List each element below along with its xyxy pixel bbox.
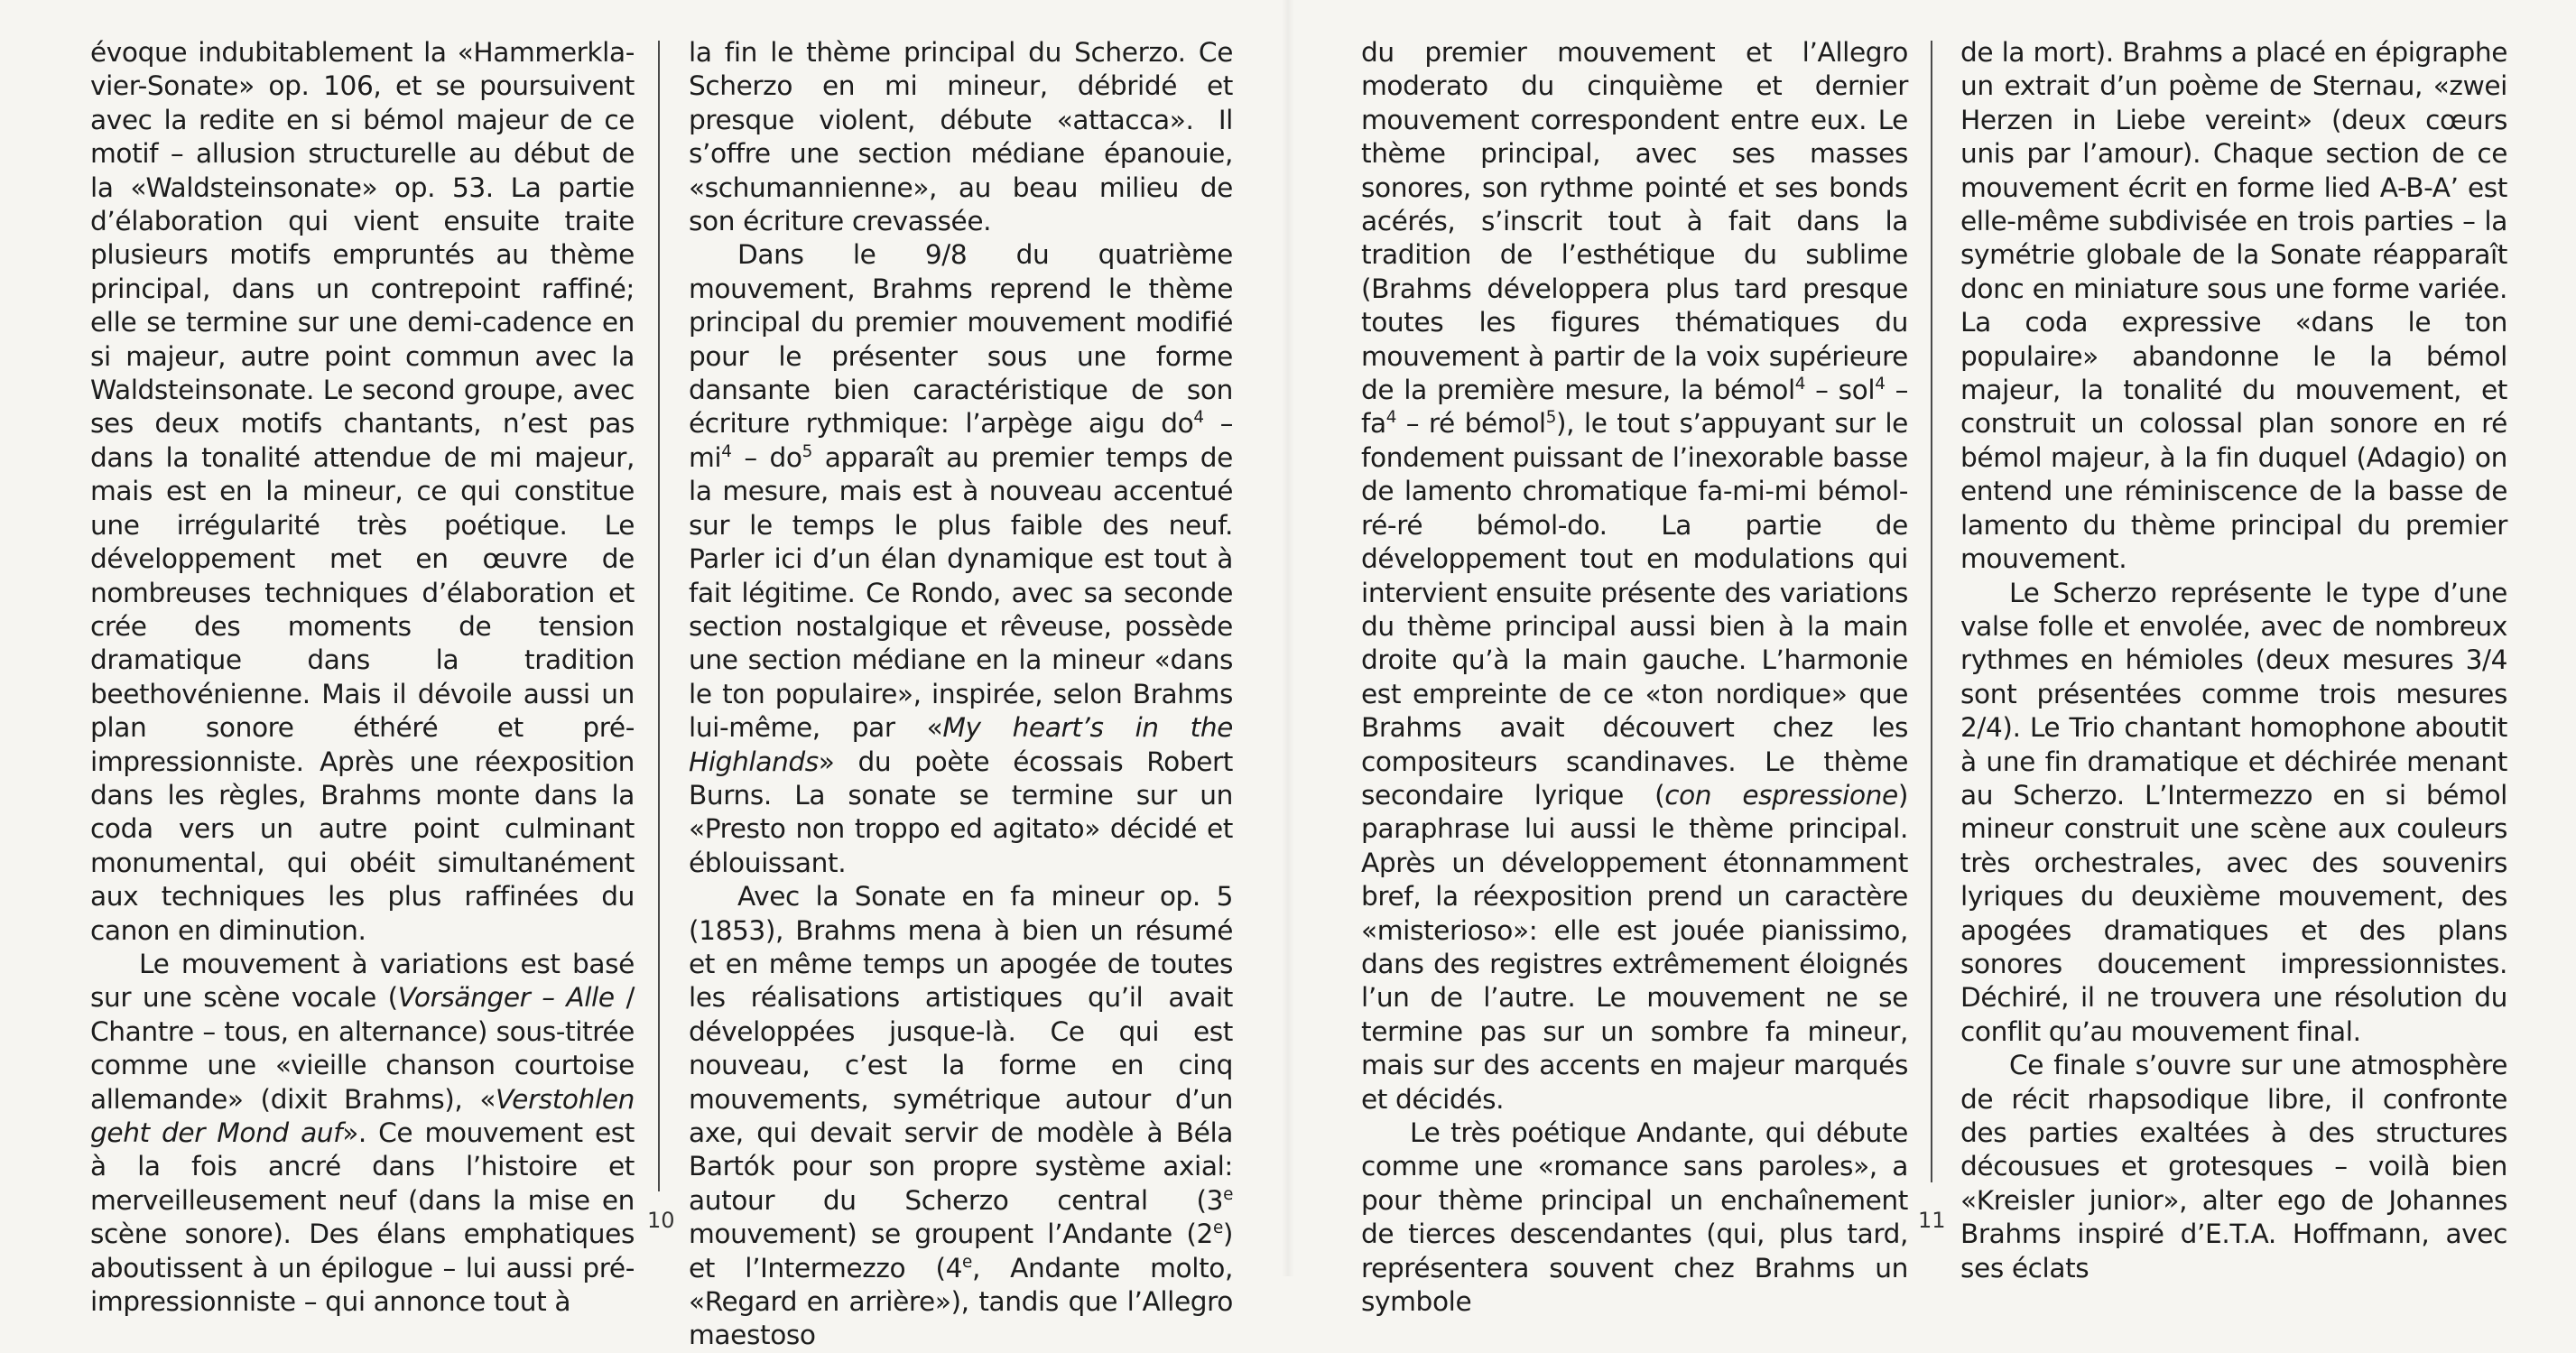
text-run: » du poète écossais Robert Burns. La sonate se termine sur un «Presto non troppo ed agitato» décidé et éblouissant. (689, 746, 1233, 878)
paragraph (689, 880, 1233, 1353)
text-run: ) et l’Intermezzo (4 (689, 1219, 1233, 1283)
text-run: Le mouvement à variations est basé sur une scène vocale ( (90, 948, 635, 1014)
superscript: e (962, 1252, 972, 1272)
superscript: 4 (1794, 375, 1806, 394)
paragraph (1361, 36, 1908, 1117)
italic-title: con espressione (1664, 779, 1898, 811)
text-run: / Chantre – tous, en alternance) sous-titrée comme une «vieille chanson courtoise allemande» (dixit Brahms), « (90, 982, 635, 1115)
text-run: ), le tout s’appuyant sur le fondement puissant de l’inexorable basse de lamento chromatique fa-mi-mi bémol-ré-ré bémol-do. La partie de développement tout en modulations qui intervient ensuite présente des variations du thème principal aussi bien à la main droite qu’à la main gauche. L’harmonie est empreinte de ce «ton nordique» que Brahms avait découvert chez les compositeurs scandinaves. Le thème secondaire lyrique ( (1361, 408, 1908, 811)
superscript: 4 (721, 442, 732, 462)
italic-title: My heart’s in the Highlands (689, 712, 1233, 777)
text-run: – do (731, 441, 802, 473)
text-run: – mi (689, 408, 1233, 473)
paragraph (1361, 1117, 1908, 1319)
text-run: de la mort). Brahms a placé en épigraphe un extrait d’un poème de Sternau, «zwei Herzen in Liebe vereint» (deux cœurs unis par l’amour). Chaque section de ce mouvement écrit en forme lied A-B-A’ est elle-même subdivisée en trois parties – la symétrie globale de la Sonate réapparaît donc en miniature sous une forme variée. La coda expressive «dans le ton populaire» abandonne le la bémol majeur, la tonalité du mouvement, et construit un colossal plan sonore en ré bémol majeur, à la fin duquel (Adagio) on entend une réminiscence de la basse de lamento du thème principal du premier mouvement. (1960, 37, 2507, 575)
superscript: 5 (1545, 408, 1556, 428)
text-run: , Andante molto, «Regard en arrière»), tandis que l’Allegro maestoso (689, 1252, 1233, 1351)
italic-title: Vorsänger – Alle (397, 982, 615, 1014)
text-run: Le Scherzo représente le type d’une valse folle et envolée, avec de nombreux rythmes en hémioles (deux mesures 3/4 sont présentées comme trois mesures 2/4). Le Trio chantant homophone aboutit à une fin dramatique et déchirée menant au Scherzo. L’Intermezzo en si bémol mineur construit une scène aux couleurs très orchestrales, avec des souvenirs lyriques du deuxième mouvement, des apogées dramatiques et des plans sonores doucement impressionnistes. Déchiré, il ne trouvera une résolution du conflit qu’au mouvement final. (1960, 577, 2507, 1047)
text-run: du premier mouvement et l’Allegro moderato du cinquième et dernier mouvement correspondent entre eux. Le thème principal, avec ses masses sonores, son rythme pointé et ses bonds acérés, s’inscrit tout à fait dans la tradition de l’esthétique du sublime (Brahms développera plus tard presque toutes les figures thématiques du mouvement à partir de la voix supérieure de la première mesure, la bémol (1361, 37, 1908, 406)
superscript: 5 (802, 442, 812, 462)
left-page-column-2 (689, 36, 1233, 1353)
paragraph (689, 238, 1233, 880)
paragraph (90, 36, 635, 948)
text-run: évoque indubitablement la «Hammerkla-vier-Sonate» op. 106, et se poursuivent avec la redite en si bémol majeur de ce motif – allusion structurelle au début de la «Waldsteinsonate» op. 53. La partie d’élaboration qui vient ensuite traite plusieurs motifs empruntés au thème principal, dans un contrepoint raffiné; elle se termine sur une demi-cadence en si majeur, autre point commun avec la Waldsteinsonate. Le second groupe, avec ses deux motifs chantants, n’est pas dans la tonalité attendue de mi majeur, mais est en la mineur, ce qui constitue une irrégularité très poétique. Le développement met en œuvre de nombreuses techniques d’élaboration et crée des moments de tension dramatique dans la tradition beethovénienne. Mais il dévoile aussi un plan sonore éthéré et pré-impressionniste. Après une réexposition dans les règles, Brahms monte dans la coda vers un autre point culminant monumental, qui obéit simultanément aux techniques les plus raffinées du canon en diminution. (90, 37, 635, 946)
paragraph (689, 36, 1233, 238)
text-run: – fa (1361, 375, 1908, 440)
superscript: 4 (1875, 375, 1886, 394)
superscript: 4 (1385, 408, 1397, 428)
text-run: ) paraphrase lui aussi le thème principal. Après un développement étonnamment bref, la réexposition prend un caractère «misterioso»: elle est jouée pianissimo, dans des registres extrêmement éloignés l’un de l’autre. Le mouvement ne se termine pas sur un sombre fa mineur, mais sur des accents en majeur marqués et décidés. (1361, 779, 1909, 1115)
page-number-left: 10 (647, 1208, 675, 1233)
italic-title: Verstohlen geht der Mond auf (90, 1083, 635, 1148)
text-run: Dans le 9/8 du quatrième mouvement, Brahms reprend le thème principal du premier mouvement modifié pour le présenter sous une forme dansante bien caractéristique de son écriture rythmique: l’arpège aigu do (689, 239, 1233, 440)
column-divider-right (1931, 41, 1932, 1182)
superscript: e (1212, 1219, 1223, 1238)
superscript: e (1223, 1184, 1233, 1204)
superscript: 4 (1193, 408, 1204, 428)
right-page-column-2 (1960, 36, 2507, 1285)
column-divider-left (658, 41, 660, 1191)
left-page-column-1 (90, 36, 635, 1319)
text-run: Ce finale s’ouvre sur une atmosphère de récit rhapsodique libre, il confronte des parties exaltées à des structures décousues et grotesques – voilà bien «Kreisler junior», alter ego de Johannes Brahms inspiré d’E.T.A. Hoffmann, avec ses éclats (1960, 1050, 2507, 1283)
right-page-column-1 (1361, 36, 1908, 1319)
text-run: mouvement) se groupent l’Andante (2 (689, 1219, 1213, 1250)
text-run: la fin le thème principal du Scherzo. Ce Scherzo en mi mineur, débridé et presque violent, débute «attacca». Il s’offre une section médiane épanouie, «schumannienne», au beau milieu de son écriture crevassée. (689, 37, 1233, 237)
page-gutter (1282, 0, 1294, 1276)
text-run: – sol (1805, 375, 1876, 406)
text-run: – ré bémol (1396, 408, 1546, 440)
text-run: apparaît au premier temps de la mesure, mais est à nouveau accentué sur le temps le plus faible des neuf. Parler ici d’un élan dynamique est tout à fait légitime. Ce Rondo, avec sa seconde section nostalgique et rêveuse, possède une section médiane en la mineur «dans le ton populaire», inspirée, selon Brahms lui-même, par « (689, 441, 1233, 744)
page-number-right: 11 (1918, 1208, 1946, 1233)
text-run: Le très poétique Andante, qui débute comme une «romance sans paroles», a pour thème principal un enchaînement de tierces descendantes (qui, plus tard, représentera souvent chez Brahms un symbole (1361, 1117, 1908, 1318)
paragraph (1960, 1049, 2507, 1285)
paragraph (90, 948, 635, 1319)
paragraph (1960, 36, 2507, 577)
text-run: Avec la Sonate en fa mineur op. 5 (1853), Brahms mena à bien un résumé et en même temps un apogée de toutes les réalisations artistiques qu’il avait développées jusque-là. Ce qui est nouveau, c’est la forme en cinq mouvements, symétrique autour d’un axe, qui devait servir de modèle à Béla Bartók pour son propre système axial: autour du Scherzo central (3 (689, 881, 1233, 1216)
text-run: ». Ce mouvement est à la fois ancré dans l’histoire et merveilleusement neuf (dans la mise en scène sonore). Des élans emphatiques aboutissent à un épilogue – lui aussi pré-impressionniste – qui annonce tout à (90, 1117, 635, 1318)
paragraph (1960, 577, 2507, 1050)
